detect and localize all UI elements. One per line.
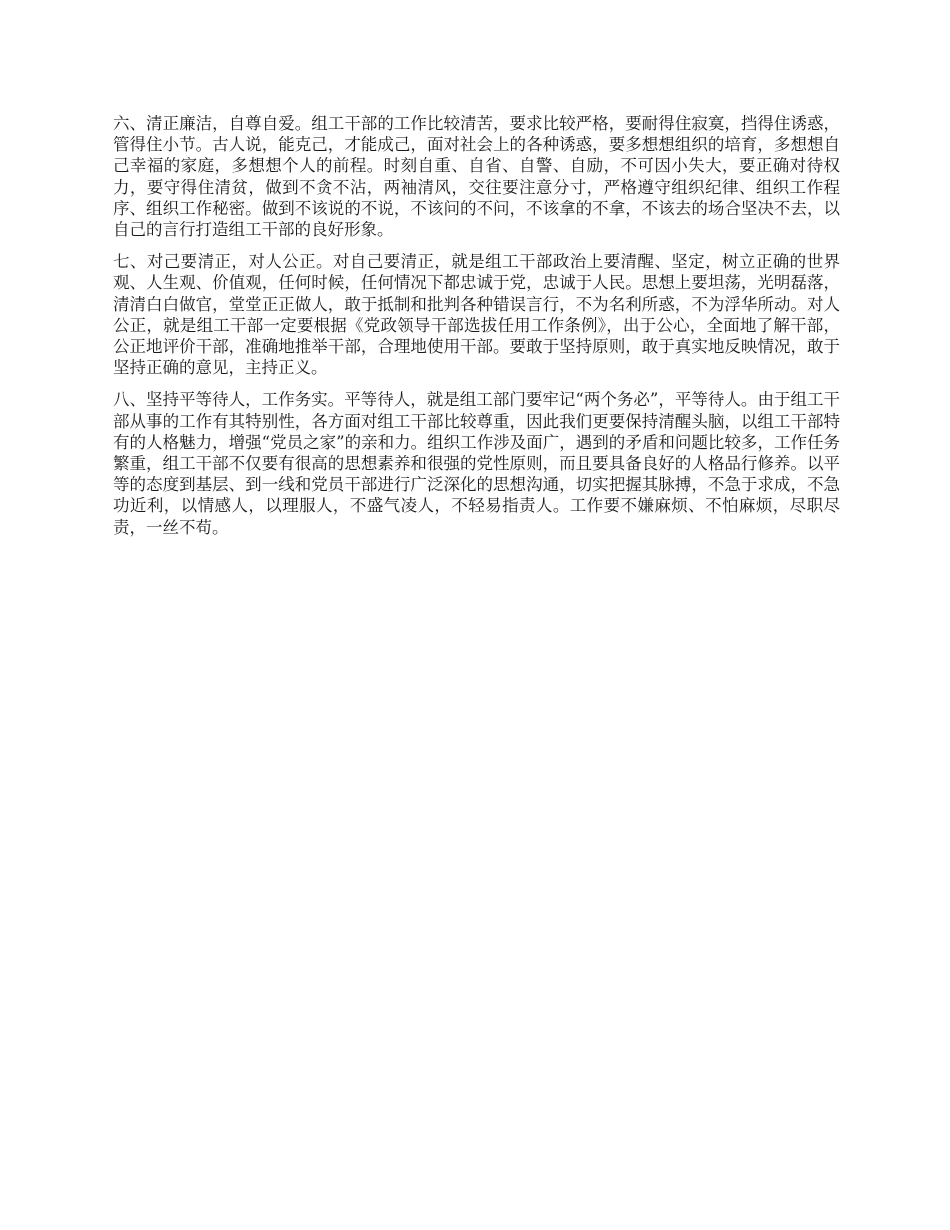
paragraph-seven: 七、对己要清正，对人公正。对自己要清正，就是组工干部政治上要清醒、坚定，树立正确的世界观、人生观、价值观，任何时候，任何情况下都忠诚于党，忠诚于人民。思想上要坦荡，光明磊落，清清白白做官，堂堂正正做人，敢于抵制和批判各种错误言行，不为名利所惑，不为浮华所动。对人公正，就是组工干部一定要根据《党政领导干部选拔任用工作条例》，出于公心，全面地了解干部，公正地评价干部，准确地推举干部，合理地使用干部。要敢于坚持原则，敢于真实地反映情况，敢于坚持正确的意见，主持正义。 bbox=[113, 252, 840, 378]
document-body bbox=[113, 113, 840, 549]
paragraph-six: 六、清正廉洁，自尊自爱。组工干部的工作比较清苦，要求比较严格，要耐得住寂寞，挡得住诱惑，管得住小节。古人说，能克己，才能成己，面对社会上的各种诱惑，要多想想组织的培育，多想想自己幸福的家庭，多想想个人的前程。时刻自重、自省、自警、自励，不可因小失大，要正确对待权力，要守得住清贫，做到不贪不沾，两袖清风，交往要注意分寸，严格遵守组织纪律、组织工作程序、组织工作秘密。做到不该说的不说，不该问的不问，不该拿的不拿，不该去的场合坚决不去，以自己的言行打造组工干部的良好形象。 bbox=[113, 114, 840, 240]
paragraph-eight: 八、坚持平等待人，工作务实。平等待人，就是组工部门要牢记“两个务必”，平等待人。由于组工干部从事的工作有其特别性，各方面对组工干部比较尊重，因此我们更要保持清醒头脑，以组工干部特有的人格魅力，增强“党员之家”的亲和力。组织工作涉及面广，遇到的矛盾和问题比较多，工作任务繁重，组工干部不仅要有很高的思想素养和很强的党性原则，而且要具备良好的人格品行修养。以平等的态度到基层、到一线和党员干部进行广泛深化的思想沟通，切实把握其脉搏，不急于求成，不急功近利，以情感人，以理服人，不盛气凌人，不轻易指责人。工作要不嫌麻烦、不怕麻烦，尽职尽责，一丝不苟。 bbox=[113, 390, 840, 537]
